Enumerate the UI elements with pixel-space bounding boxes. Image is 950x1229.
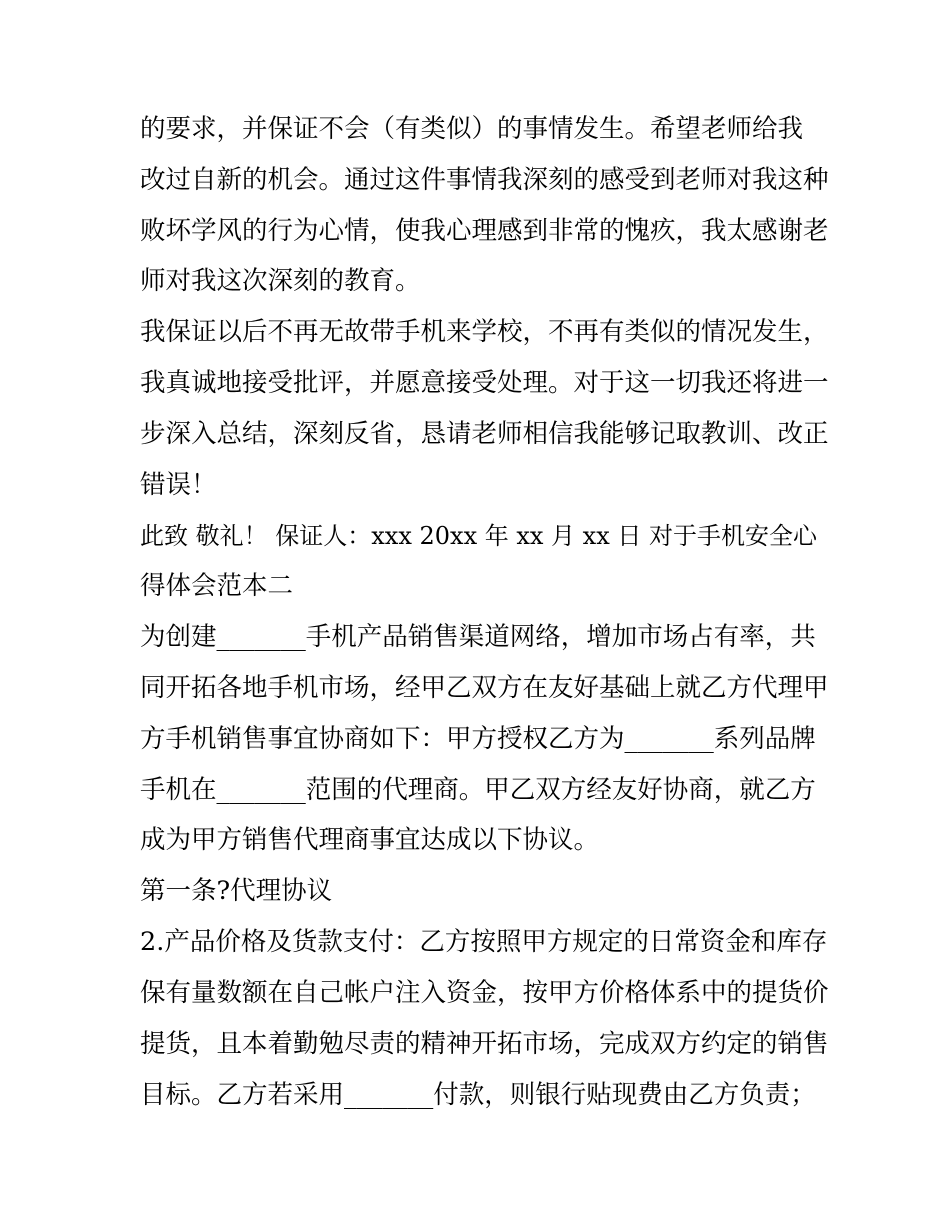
text-line: 败坏学风的行为心情，使我心理感到非常的愧疚，我太感谢老 — [140, 216, 829, 246]
text-line: 保有量数额在自己帐户注入资金，按甲方价格体系中的提货价 — [140, 978, 829, 1008]
text-line: 为创建_______手机产品销售渠道网络，增加市场占有率，共 — [140, 622, 816, 652]
text-line: 2.产品价格及货款支付：乙方按照甲方规定的日常资金和库存 — [140, 927, 828, 957]
text-line: 的要求，并保证不会（有类似）的事情发生。希望老师给我 — [140, 114, 804, 144]
text-line: 我真诚地接受批评，并愿意接受处理。对于这一切我还将进一 — [140, 368, 829, 398]
text-line: 手机在_______范围的代理商。甲乙双方经友好协商，就乙方 — [140, 775, 816, 805]
text-line: 改过自新的机会。通过这件事情我深刻的感受到老师对我这种 — [140, 165, 829, 195]
text-line: 同开拓各地手机市场，经甲乙双方在友好基础上就乙方代理甲 — [140, 673, 829, 703]
text-line: 提货，且本着勤勉尽责的精神开拓市场，完成双方约定的销售 — [140, 1029, 829, 1059]
text-line: 步深入总结，深刻反省，恳请老师相信我能够记取教训、改正 — [140, 419, 829, 449]
text-line: 师对我这次深刻的教育。 — [140, 266, 421, 296]
text-line: 成为甲方销售代理商事宜达成以下协议。 — [140, 825, 600, 855]
text-line: 得体会范本二 — [140, 571, 294, 601]
text-line: 错误！ — [140, 470, 217, 500]
text-line: 我保证以后不再无故带手机来学校，不再有类似的情况发生， — [140, 317, 829, 347]
text-line: 方手机销售事宜协商如下：甲方授权乙方为_______系列品牌 — [140, 724, 816, 754]
text-line: 此致 敬礼！ 保证人：xxx 20xx 年 xx 月 xx 日 对于手机安全心 — [140, 522, 818, 550]
text-line: 目标。乙方若采用_______付款，则银行贴现费由乙方负责； — [140, 1080, 816, 1110]
text-line: 第一条?代理协议 — [140, 876, 333, 906]
